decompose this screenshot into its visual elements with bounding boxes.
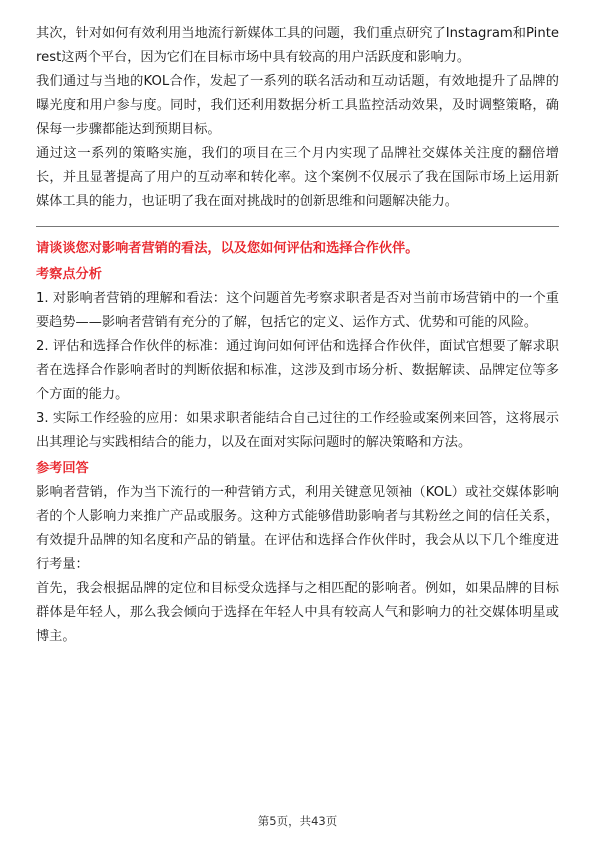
analysis-point-1: 1. 对影响者营销的理解和看法：这个问题首先考察求职者是否对当前市场营销中的一个重要趋势——影响者营销有充分的了解，包括它的定义、运作方式、优势和可能的风险。 bbox=[36, 291, 559, 330]
intro-paragraph-1: 其次，针对如何有效利用当地流行新媒体工具的问题，我们重点研究了Instagram和Pinterest这两个平台，因为它们在目标市场中具有较高的用户活跃度和影响力。 bbox=[36, 26, 559, 65]
intro-paragraph-2: 我们通过与当地的KOL合作，发起了一系列的联名活动和互动话题，有效地提升了品牌的曝光度和用户参与度。同时，我们还利用数据分析工具监控活动效果，及时调整策略，确保每一步骤都能达到预期目标。 bbox=[36, 74, 559, 137]
page-footer: 第5页，共43页 bbox=[257, 814, 338, 828]
section-divider bbox=[36, 226, 559, 227]
answer-paragraph-1: 影响者营销，作为当下流行的一种营销方式，利用关键意见领袖（KOL）或社交媒体影响者的个人影响力来推广产品或服务。这种方式能够借助影响者与其粉丝之间的信任关系，有效提升品牌的知名度和产品的销量。在评估和选择合作伙伴时，我会从以下几个维度进行考量： bbox=[36, 485, 559, 572]
document-page bbox=[36, 22, 559, 649]
analysis-point-2: 2. 评估和选择合作伙伴的标准：通过询问如何评估和选择合作伙伴，面试官想要了解求职者在选择合作影响者时的判断依据和标准，这涉及到市场分析、数据解读、品牌定位等多个方面的能力。 bbox=[36, 339, 559, 402]
analysis-point-3: 3. 实际工作经验的应用：如果求职者能结合自己过往的工作经验或案例来回答，这将展示出其理论与实践相结合的能力，以及在面对实际问题时的解决策略和方法。 bbox=[36, 411, 559, 450]
interview-question: 请谈谈您对影响者营销的看法，以及您如何评估和选择合作伙伴。 bbox=[36, 241, 419, 256]
answer-heading: 参考回答 bbox=[36, 461, 89, 476]
analysis-heading: 考察点分析 bbox=[36, 267, 102, 282]
intro-paragraph-3: 通过这一系列的策略实施，我们的项目在三个月内实现了品牌社交媒体关注度的翻倍增长，并且显著提高了用户的互动率和转化率。这个案例不仅展示了我在国际市场上运用新媒体工具的能力，也证明了我在面对挑战时的创新思维和问题解决能力。 bbox=[36, 146, 559, 209]
answer-paragraph-2: 首先，我会根据品牌的定位和目标受众选择与之相匹配的影响者。例如，如果品牌的目标群体是年轻人，那么我会倾向于选择在年轻人中具有较高人气和影响力的社交媒体明星或博主。 bbox=[36, 581, 559, 644]
